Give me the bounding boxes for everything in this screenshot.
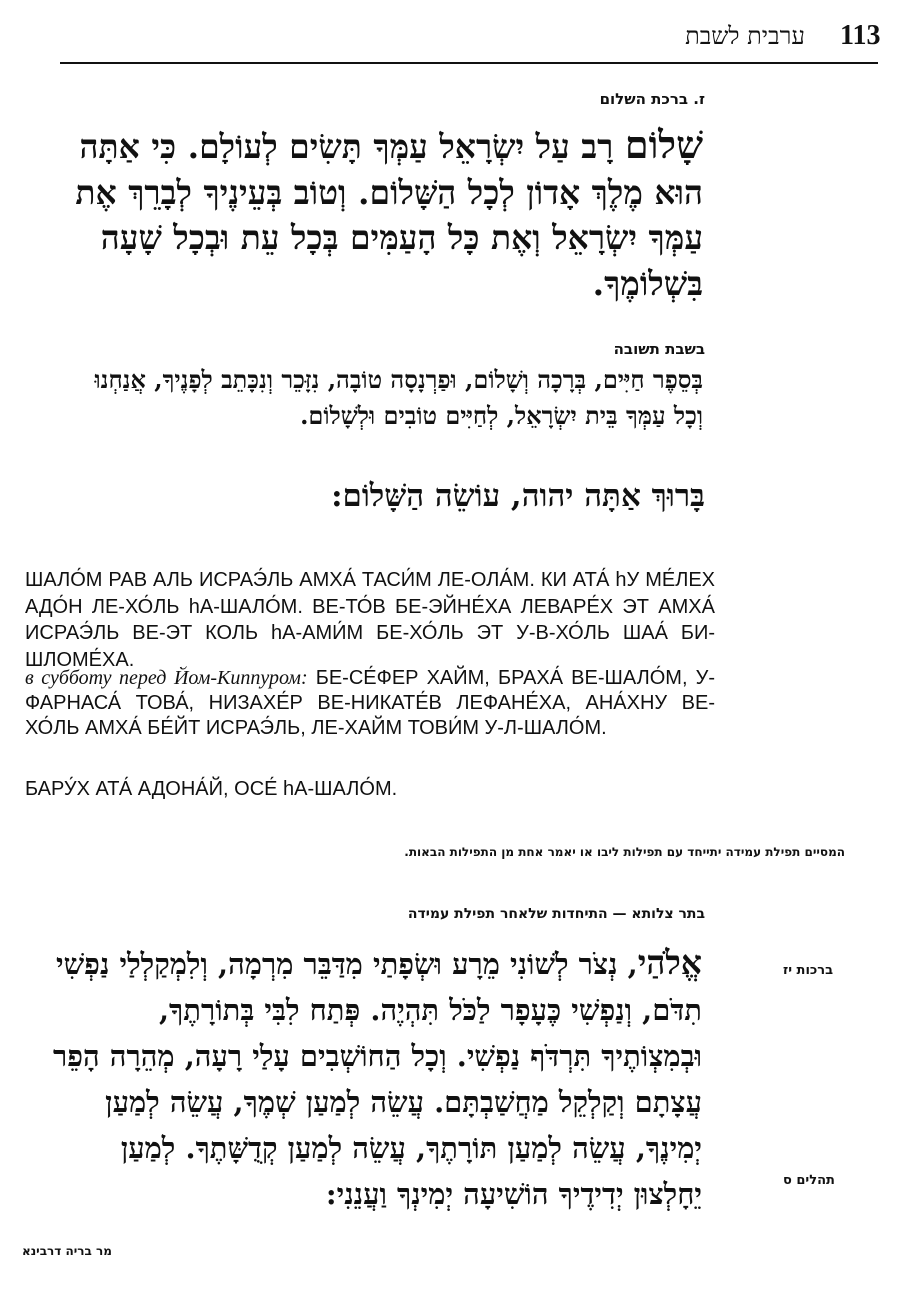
header-divider xyxy=(60,62,878,64)
opening-word: אֱלֹהַי xyxy=(637,943,702,982)
russian-intro-note: в субботу перед Йом-Киппуром: xyxy=(25,667,308,689)
hebrew-blessing-line: בָּרוּךְ אַתָּה יהוה, עוֹשֵׂה הַשָּׁלוֹם: xyxy=(331,478,705,514)
hebrew-paragraph-elohai-netzor xyxy=(52,940,702,1217)
paragraph-text: , נְצֹר לְשׁוֹנִי מֵרָע וּשְׂפָתַי מִדַּבֵּר מִרְמָה, וְלִמְקַלְלַי נַפְשִׁי תִדֹּם, וְנַפְשִׁי כֶּעָפָר לַכֹּל תִּהְיֶה. פְּתַח לִבִּי בְּתוֹרָתֶךָ, וּבְמִצְוֹתֶיךָ תִּרְדֹּף נַפְשִׁי. וְכָל הַחוֹשְׁבִים עָלַי רָעָה, מְהֵרָה הָפֵר עֲצָתָם וְקַלְקֵל מַחֲשַׁבְתָּם. עֲשֵׂה לְמַעַן שְׁמֶךָ, עֲשֵׂה לְמַעַן יְמִינֶךָ, עֲשֵׂה לְמַעַן תּוֹרָתֶךָ, עֲשֵׂה לְמַעַן קְדֻשָּׁתֶךָ. לְמַעַן יֵחָלְצוּן יְדִידֶיךָ הוֹשִׁיעָה יְמִינְךָ וַעֲנֵנִי: xyxy=(53,947,702,1211)
hebrew-paragraph-besefer-chaim: בְּסֵפֶר חַיִּים, בְּרָכָה וְשָׁלוֹם, וּפַרְנָסָה טוֹבָה, נִזָּכֵר וְנִכָּתֵב לְפָנֶיךָ, אֲנַחְנוּ וְכָל עַמְּךָ בֵּית יִשְׂרָאֵל, לְחַיִּים טוֹבִים וּלְשָׁלוֹם. xyxy=(94,365,703,430)
footer-source-note: מר בריה דרבינא xyxy=(22,1244,112,1258)
margin-reference-brachot: ברכות יז xyxy=(783,963,834,978)
page-number: 113 xyxy=(840,20,881,51)
section-heading-birkat-shalom: ז. ברכת השלום xyxy=(599,90,705,108)
paragraph-text: רָב עַל יִשְׂרָאֵל עַמְּךָ תָּשִׂים לְעוֹלָם. כִּי אַתָּה הוּא מֶלֶךְ אָדוֹן לְכָל הַשָּׁלוֹם. וְטוֹב בְּעֵינֶיךָ לְבָרֵךְ אֶת עַמְּךָ יִשְׂרָאֵל וְאֶת כָּל הָעַמִּים בְּכָל עֵת וּבְכָל שָׁעָה בִּשְׁלוֹמֶךָ. xyxy=(75,127,703,303)
hebrew-paragraph-shalom-rav xyxy=(63,122,703,306)
margin-reference-tehilim: תהלים ס xyxy=(783,1173,835,1188)
section-heading-elohai: בתר צלותא — התיחדות שלאחר תפילת עמידה xyxy=(407,906,705,922)
russian-transliteration-paragraph-2 xyxy=(25,666,715,741)
opening-word: שָׁלוֹם xyxy=(624,122,703,167)
russian-transliteration-paragraph-1: ШАЛО́М РАВ АЛЬ ИСРАЭ́ЛЬ АМХА́ ТАСИ́М ЛЕ-ОЛА́М. КИ АТА́ hУ МЕ́ЛЕХ АДО́Н ЛЕ-ХО́ЛЬ hА-ШАЛО́М. ВЕ-ТО́В БЕ-ЭЙНЕ́ХА ЛЕВАРЕ́Х ЭТ АМХА́ ИСРАЭ́ЛЬ ВЕ-ЭТ КОЛЬ hА-АМИ́М БЕ-ХО́ЛЬ ЭТ У-В-ХО́ЛЬ ШАА́ БИ-ШЛОМЕ́ХА. xyxy=(25,569,715,671)
section-heading-shabbat-tshuva: בשבת תשובה xyxy=(613,340,705,358)
running-header-title: ערבית לשבת xyxy=(685,22,805,50)
concluding-instruction-note: המסיים תפילת עמידה יתייחד עם תפילות ליבו או יאמר אחת מן התפילות הבאות. xyxy=(404,845,845,859)
russian-transliteration-paragraph-3: БАРУ́Х АТА́ АДОНА́Й, ОСЕ́ hА-ШАЛО́М. xyxy=(25,778,398,800)
russian-paragraph-text: БЕ-СЕ́ФЕР ХАЙМ, БРАХА́ ВЕ-ШАЛО́М, У-ФАРНАСА́ ТОВА́, НИЗАХЕ́Р ВЕ-НИКАТЕ́В ЛЕФАНЕ́ХА, АНА́ХНУ ВЕ-ХО́ЛЬ АМХА́ БЕ́ЙТ ИСРАЭ́ЛЬ, ЛЕ-ХАЙМ ТОВИ́М У-Л-ШАЛО́М. xyxy=(25,667,715,739)
